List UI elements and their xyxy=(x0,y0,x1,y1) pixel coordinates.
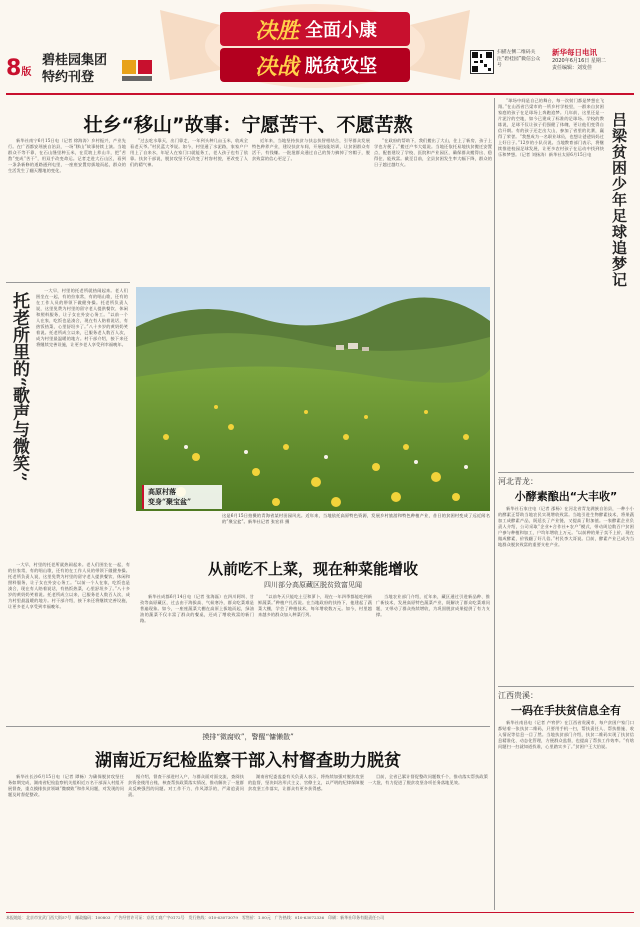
footer-rule xyxy=(6,912,634,913)
bottom-story-divider xyxy=(6,726,490,727)
newspaper-name: 新华每日电讯 xyxy=(552,48,597,57)
photo-caption-subtitle: 变身“聚宝盆” xyxy=(148,497,192,506)
bottom-col-4 xyxy=(368,774,488,908)
footer-text: 本报地址：北京市宣武门西大街57号 邮政编码：100803 广告经营许可证：京西工商广字0172号 发行热线：010-63073079 零售价：1.00元 广告热线：010-63072336 印刷：新华社印务有限责任公司 xyxy=(6,915,385,920)
right-mid-region: 河北青龙： xyxy=(498,477,538,486)
sponsor xyxy=(42,52,107,86)
left-story-text: 一大早，村里的托老所就热闹起来。老人们围坐在一起，有的拉家常，有的唱山歌，还有的在工作人员的带领下做健身操。托老所负责人说，这里免费为村里的留守老人提供餐饮、休闲和照料服务，让子女在外安心务工。“以前一个人在家，吃饭也是凑合，现在有人陪着说话，有热饭热菜，心里舒坦多了。”八十多岁的黄奶奶笑着说。托老所成立以来，已服务老人数百人次，成为村里最温暖的地方。村干部介绍，接下来还将继续完善设施，让更多老人享受到幸福晚年。 xyxy=(36,288,128,347)
second-subheadline: 四川部分高原藏区脱贫致富见闻 xyxy=(264,581,362,589)
bottom-col-3-text: 湖南省纪委监委有关负责人表示，将持续加强对脱贫攻坚的监督，坚决纠治形式主义、官僚主义，以严明的纪律保障脱贫攻坚工作落实，让群众有更多获得感。 xyxy=(248,774,364,791)
slogan-right-bottom: 脱贫攻坚 xyxy=(305,56,377,77)
left-story-headline: 托老所里的“歌声与微笑” xyxy=(9,292,29,482)
slogan-left-top: 决胜 xyxy=(254,17,299,44)
right-mid-text: 新华社石家庄电（记者 邵杨）在河北省青龙满族自治县，一种小小的酵素正帮助当地农民实现增收致富。当地引进生物酵素技术，将果蔬加工成酵素产品，既延长了产业链，又提高了附加值。一家酵素企业负责人介绍，公司采取“企业+合作社+农户”模式，带动周边数百户贫困户参与种植和加工，户均年增收上万元。“以前种的果子卖不上价，现在做成酵素，价钱翻了好几倍。”村民李大哥说。目前，酵素产业已成为当地群众脱贫致富的重要支柱产业。 xyxy=(498,506,634,547)
second-headline: 从前吃不上菜，现在种菜能增收 xyxy=(207,560,418,578)
sponsor-line1: 碧桂园集团 xyxy=(42,53,108,68)
bottom-col-2 xyxy=(128,774,244,908)
page-number xyxy=(6,56,31,81)
right-column-divider xyxy=(494,98,495,910)
editor-credit: 责任编辑：刘发佳 xyxy=(552,65,593,71)
right-bottom-region: 江西贵溪： xyxy=(498,691,538,700)
right-mid-headline: 小酵素酿出“大丰收” xyxy=(514,490,618,503)
photo-caption-text: 这是6月15日拍摄的青海省某村田园风光。近年来，当地依托高原特色资源，发展乡村旅游和特色种植产业，昔日的贫困村变成了远近闻名的“聚宝盆”。新华社记者 张宏祥 摄 xyxy=(222,513,490,524)
right-bottom-headline: 一码在手扶贫信息全有 xyxy=(511,704,621,717)
lead-col-4 xyxy=(374,138,492,278)
masthead xyxy=(0,0,640,92)
slogan-right-top: 全面小康 xyxy=(305,20,377,41)
bottom-kicker: 摸排“微腐败”，警醒“慵懒散” xyxy=(202,733,294,741)
landscape-photo xyxy=(136,287,490,511)
lead-col-2 xyxy=(130,138,248,278)
lead-col-1 xyxy=(8,138,126,282)
second-col-3 xyxy=(376,594,490,718)
slogan-banner xyxy=(160,0,470,92)
bottom-headline: 湖南近万纪检监察干部入村督查助力脱贫 xyxy=(95,751,401,771)
photo-caption-title: 高原村落 xyxy=(148,487,176,496)
right-bottom-divider xyxy=(498,686,634,687)
qr-caption: 扫描左侧二维码关注“碧桂园”微信公众号 xyxy=(497,50,541,68)
bottom-col-4-text: 目前，全省已累计督促整改问题数千个，推动落实帮扶政策一大批，有力促进了脱贫攻坚各项任务落地见效。 xyxy=(368,774,488,785)
bottom-col-3 xyxy=(248,774,364,908)
lead-headline: 壮乡“移山”故事：宁愿苦干、不愿苦熬 xyxy=(83,114,413,136)
right-bottom-text: 新华社南昌电（记者 卢宥伊）在江西省贵溪市，每户贫困户家门口都贴着一张扶贫二维码，只要用手机一扫，帮扶责任人、帮扶措施、收入情况等信息一目了然。当地扶贫部门介绍，扶贫二维码实现了扶贫信息精准化、动态化管理，方便群众监督，也提高了帮扶工作效率。“有啥问题扫一扫就知道找谁，心里踏实多了。”贫困户王大伯说。 xyxy=(498,720,634,749)
right-top-text: “球场中间是自己的舞台，每一次射门都是梦想在飞翔。”在山西省吕梁市的一所乡村学校里，一群来自贫困家庭的孩子在足球场上奔跑追梦。几年前，这里还是一片泥泞的空地，如今已建成了标准的足球场。学校的教练说，足球不仅让孩子们强健了体魄，更让他们变得自信开朗。有的孩子还走出大山，参加了省里的比赛，赢得了荣誉。“我想成为一名职业球员，也想让爸爸妈妈过上好日子。”12岁的小队员说。当地教育部门表示，将继续推进校园足球发展，让更多农村孩子在运动中找到快乐和梦想。（记者 刘扬涛）新华社太原6月15日电 xyxy=(498,98,604,157)
meadow-photo-icon xyxy=(136,287,490,511)
lead-col-3-text: 近年来，当地坚持扶贫与扶志扶智相结合，引导群众发展特色种养产业，建设扶贫车间，开展技能培训，让贫困群众有活干、有钱赚。一批批群众通过自己的努力摘掉了穷帽子，脱贫致富的信心更足了。 xyxy=(252,138,370,161)
lead-col-1-text: 新华社南宁6月15日电（记者 徐海涛）乡村振兴，产业先行。在广西都安瑶族自治县，一场“移山”故事持续上演。当地群众不等不靠，在石山缝里种玉米，在荒坡上养山羊，把“苦熬”变成“苦干”，用双手改变命运。记者走进大石山区，看到一条条新修的道路通到屯里，一座座安置房拔地而起，群众的生活发生了翻天覆地的变化。 xyxy=(8,138,126,173)
bottom-col-1 xyxy=(8,774,124,908)
lead-col-4-text: “在政府的帮助下，我们搬出了大山，住上了新房，孩子上学也方便了。”搬迁户韦大姐说。当地还依托易地扶贫搬迁安置点，配套建设了学校、医院和产业园区，确保群众搬得出、稳得住、能致富。截至目前，全县贫困发生率大幅下降，群众的日子越过越红火。 xyxy=(374,138,492,167)
left-story-divider xyxy=(6,282,130,283)
photo-caption-box xyxy=(142,485,222,509)
bottom-col-2-text: 据介绍，督查干部进村入户，与群众面对面交流，查阅扶贫资金使用台账，核查帮扶政策落实情况，推动解决了一批群众反映强烈的问题。对工作不力、作风漂浮的，严肃追责问责。 xyxy=(128,774,244,797)
right-bottom-body xyxy=(498,720,634,908)
second-col-1 xyxy=(140,594,254,718)
right-mid-divider xyxy=(498,472,634,473)
lead-col-3 xyxy=(252,138,370,278)
right-mid-body xyxy=(498,506,634,682)
masthead-rule xyxy=(6,93,634,95)
right-top-body xyxy=(498,98,604,468)
left-story-continued xyxy=(8,562,130,718)
left-story-body xyxy=(36,288,128,558)
second-col-3-text: 当地农业部门介绍，近年来，藏区通过引进新品种、推广新技术，发展高原特色蔬菜产业，既解决了群众吃菜难问题，又带动了群众持续增收，为巩固脱贫成果提供了有力支撑。 xyxy=(376,594,490,617)
second-col-2-text: “以前冬天只能吃土豆和萝卜，现在一年四季都能吃到新鲜蔬菜。”种植户扎西说。在当地政府的扶持下，他建起了蔬菜大棚，学会了种植技术，每年增收数万元。如今，村里越来越多的群众加入种菜行列。 xyxy=(258,594,372,617)
slogan-left-bottom: 决战 xyxy=(254,53,299,80)
lead-col-2-text: “过去吃水靠天，出门靠走，一年到头种几亩玉米，收成全看老天爷。”村民蓝大爷说。如今，村里通了水泥路，家家户户用上了自来水，年轻人在家门口就能务工，老人孩子也有了依靠。扶贫干部说，脱贫攻坚不仅改变了村容村貌，更改变了人们的精气神。 xyxy=(130,138,248,167)
issue-weekday: 星期二 xyxy=(590,58,606,64)
page-number-digit: 8 xyxy=(6,56,22,81)
qr-code-icon xyxy=(470,50,494,74)
second-col-2 xyxy=(258,594,372,718)
second-col-1-text: 新华社成都6月14日电（记者 张海磊）在四川阿坝、甘孜等高原藏区，过去由于海拔高、气候寒冷，群众吃菜难是普遍现象。如今，一座座蔬菜大棚在高原上拔地而起，绿油油的蔬菜不仅丰富了群众的餐桌，还成了增收致富的新门路。 xyxy=(140,594,254,623)
issue-date: 2020年6月16日 xyxy=(552,58,590,64)
page-number-unit: 版 xyxy=(21,67,32,78)
right-top-headline: 吕梁贫困少年足球追梦记 xyxy=(610,112,628,288)
bottom-col-1-text: 新华社长沙6月15日电（记者 谭畅）为确保脱贫攻坚任务如期完成，湖南省纪检监察机关组织近万名干部深入村组开展督查，重点摸排扶贫领域“微腐败”和作风问题，对发现的问题及时督促整改。 xyxy=(8,774,124,797)
sponsor-logo-icon xyxy=(120,58,156,84)
newspaper-info xyxy=(552,48,638,72)
left-story-cont-text: 一大早，村里的托老所就热闹起来。老人们围坐在一起，有的拉家常，有的唱山歌，还有的在工作人员的带领下做健身操。托老所负责人说，这里免费为村里的留守老人提供餐饮、休闲和照料服务，让子女在外安心务工。“以前一个人在家，吃饭也是凑合，现在有人陪着说话，有热饭热菜，心里舒坦多了。”八十多岁的黄奶奶笑着说。托老所成立以来，已服务老人数百人次，成为村里最温暖的地方。村干部介绍，接下来还将继续完善设施，让更多老人享受到幸福晚年。 xyxy=(8,562,130,609)
sponsor-line2: 特约刊登 xyxy=(42,70,95,85)
